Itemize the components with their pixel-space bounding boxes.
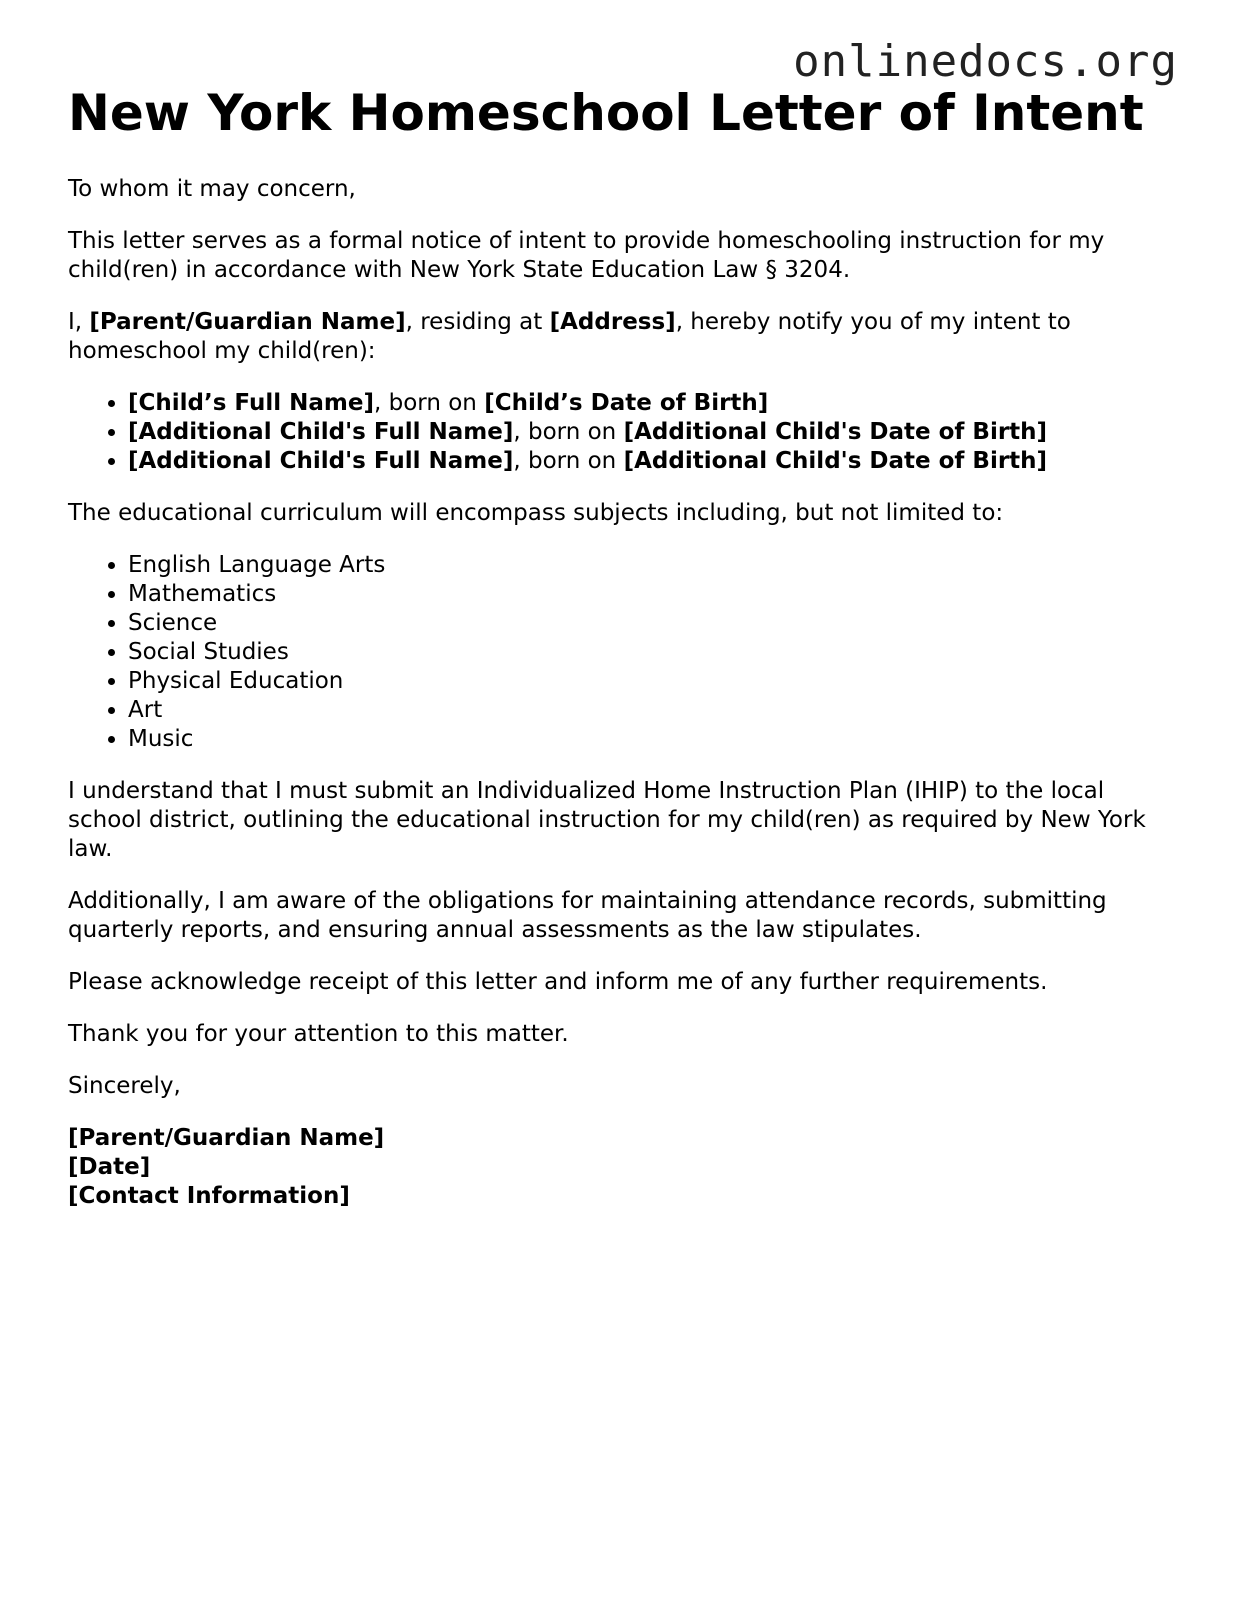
acknowledge-paragraph: Please acknowledge receipt of this letter and inform me of any further requirements. (68, 969, 1048, 995)
child-dob: [Additional Child's Date of Birth] (623, 419, 1048, 445)
notice-middle: , residing at (405, 309, 550, 335)
address-placeholder: [Address] (549, 309, 676, 335)
intro-paragraph: This letter serves as a formal notice of intent to provide homeschooling instruction for my child(ren) in accordance with New York State Education Law § 3204. (68, 228, 1105, 283)
subject-item: • English Language Arts (128, 551, 1178, 580)
signature-block (68, 1124, 1178, 1211)
notice-paragraph (68, 308, 1178, 366)
children-list (68, 389, 1178, 476)
child-list-item (128, 447, 1178, 476)
notice-suffix: , hereby notify you of my intent to homeschool my child(ren): (68, 309, 1071, 364)
subject-item: • Science (128, 609, 1178, 638)
subject-item: • Physical Education (128, 667, 1178, 696)
ihip-paragraph: I understand that I must submit an Individualized Home Instruction Plan (IHIP) to the local school district, outlining the educational instruction for my child(ren) as required by New York law. (68, 778, 1146, 862)
signature-date: [Date] (68, 1154, 151, 1180)
closing: Sincerely, (68, 1073, 181, 1099)
parent-name-placeholder: [Parent/Guardian Name] (89, 309, 406, 335)
signature-name: [Parent/Guardian Name] (68, 1125, 385, 1151)
salutation: To whom it may concern, (68, 176, 356, 202)
born-text: , born on (374, 390, 485, 416)
child-name: [Additional Child's Full Name] (128, 419, 514, 445)
subject-item: • Mathematics (128, 580, 1178, 609)
child-name: [Child’s Full Name] (128, 390, 374, 416)
subject-item: • Art (128, 696, 1178, 725)
subject-item: • Music (128, 725, 1178, 754)
child-dob: [Additional Child's Date of Birth] (623, 448, 1048, 474)
subject-item: • Social Studies (128, 638, 1178, 667)
child-dob: [Child’s Date of Birth] (484, 390, 769, 416)
watermark-text: onlinedocs.org (793, 36, 1178, 87)
subjects-list (68, 551, 1178, 754)
curriculum-intro: The educational curriculum will encompass subjects including, but not limited to: (68, 500, 1004, 526)
thanks-paragraph: Thank you for your attention to this matter. (68, 1021, 569, 1047)
born-text: , born on (513, 419, 624, 445)
obligations-paragraph: Additionally, I am aware of the obligations for maintaining attendance records, submitting quarterly reports, and ensuring annual assessments as the law stipulates. (68, 888, 1107, 943)
child-name: [Additional Child's Full Name] (128, 448, 514, 474)
letter-document (68, 86, 1178, 1211)
page-title: New York Homeschool Letter of Intent (68, 84, 1144, 142)
notice-prefix: I, (68, 309, 90, 335)
child-list-item (128, 389, 1178, 418)
born-text: , born on (513, 448, 624, 474)
child-list-item (128, 418, 1178, 447)
signature-contact: [Contact Information] (68, 1183, 350, 1209)
